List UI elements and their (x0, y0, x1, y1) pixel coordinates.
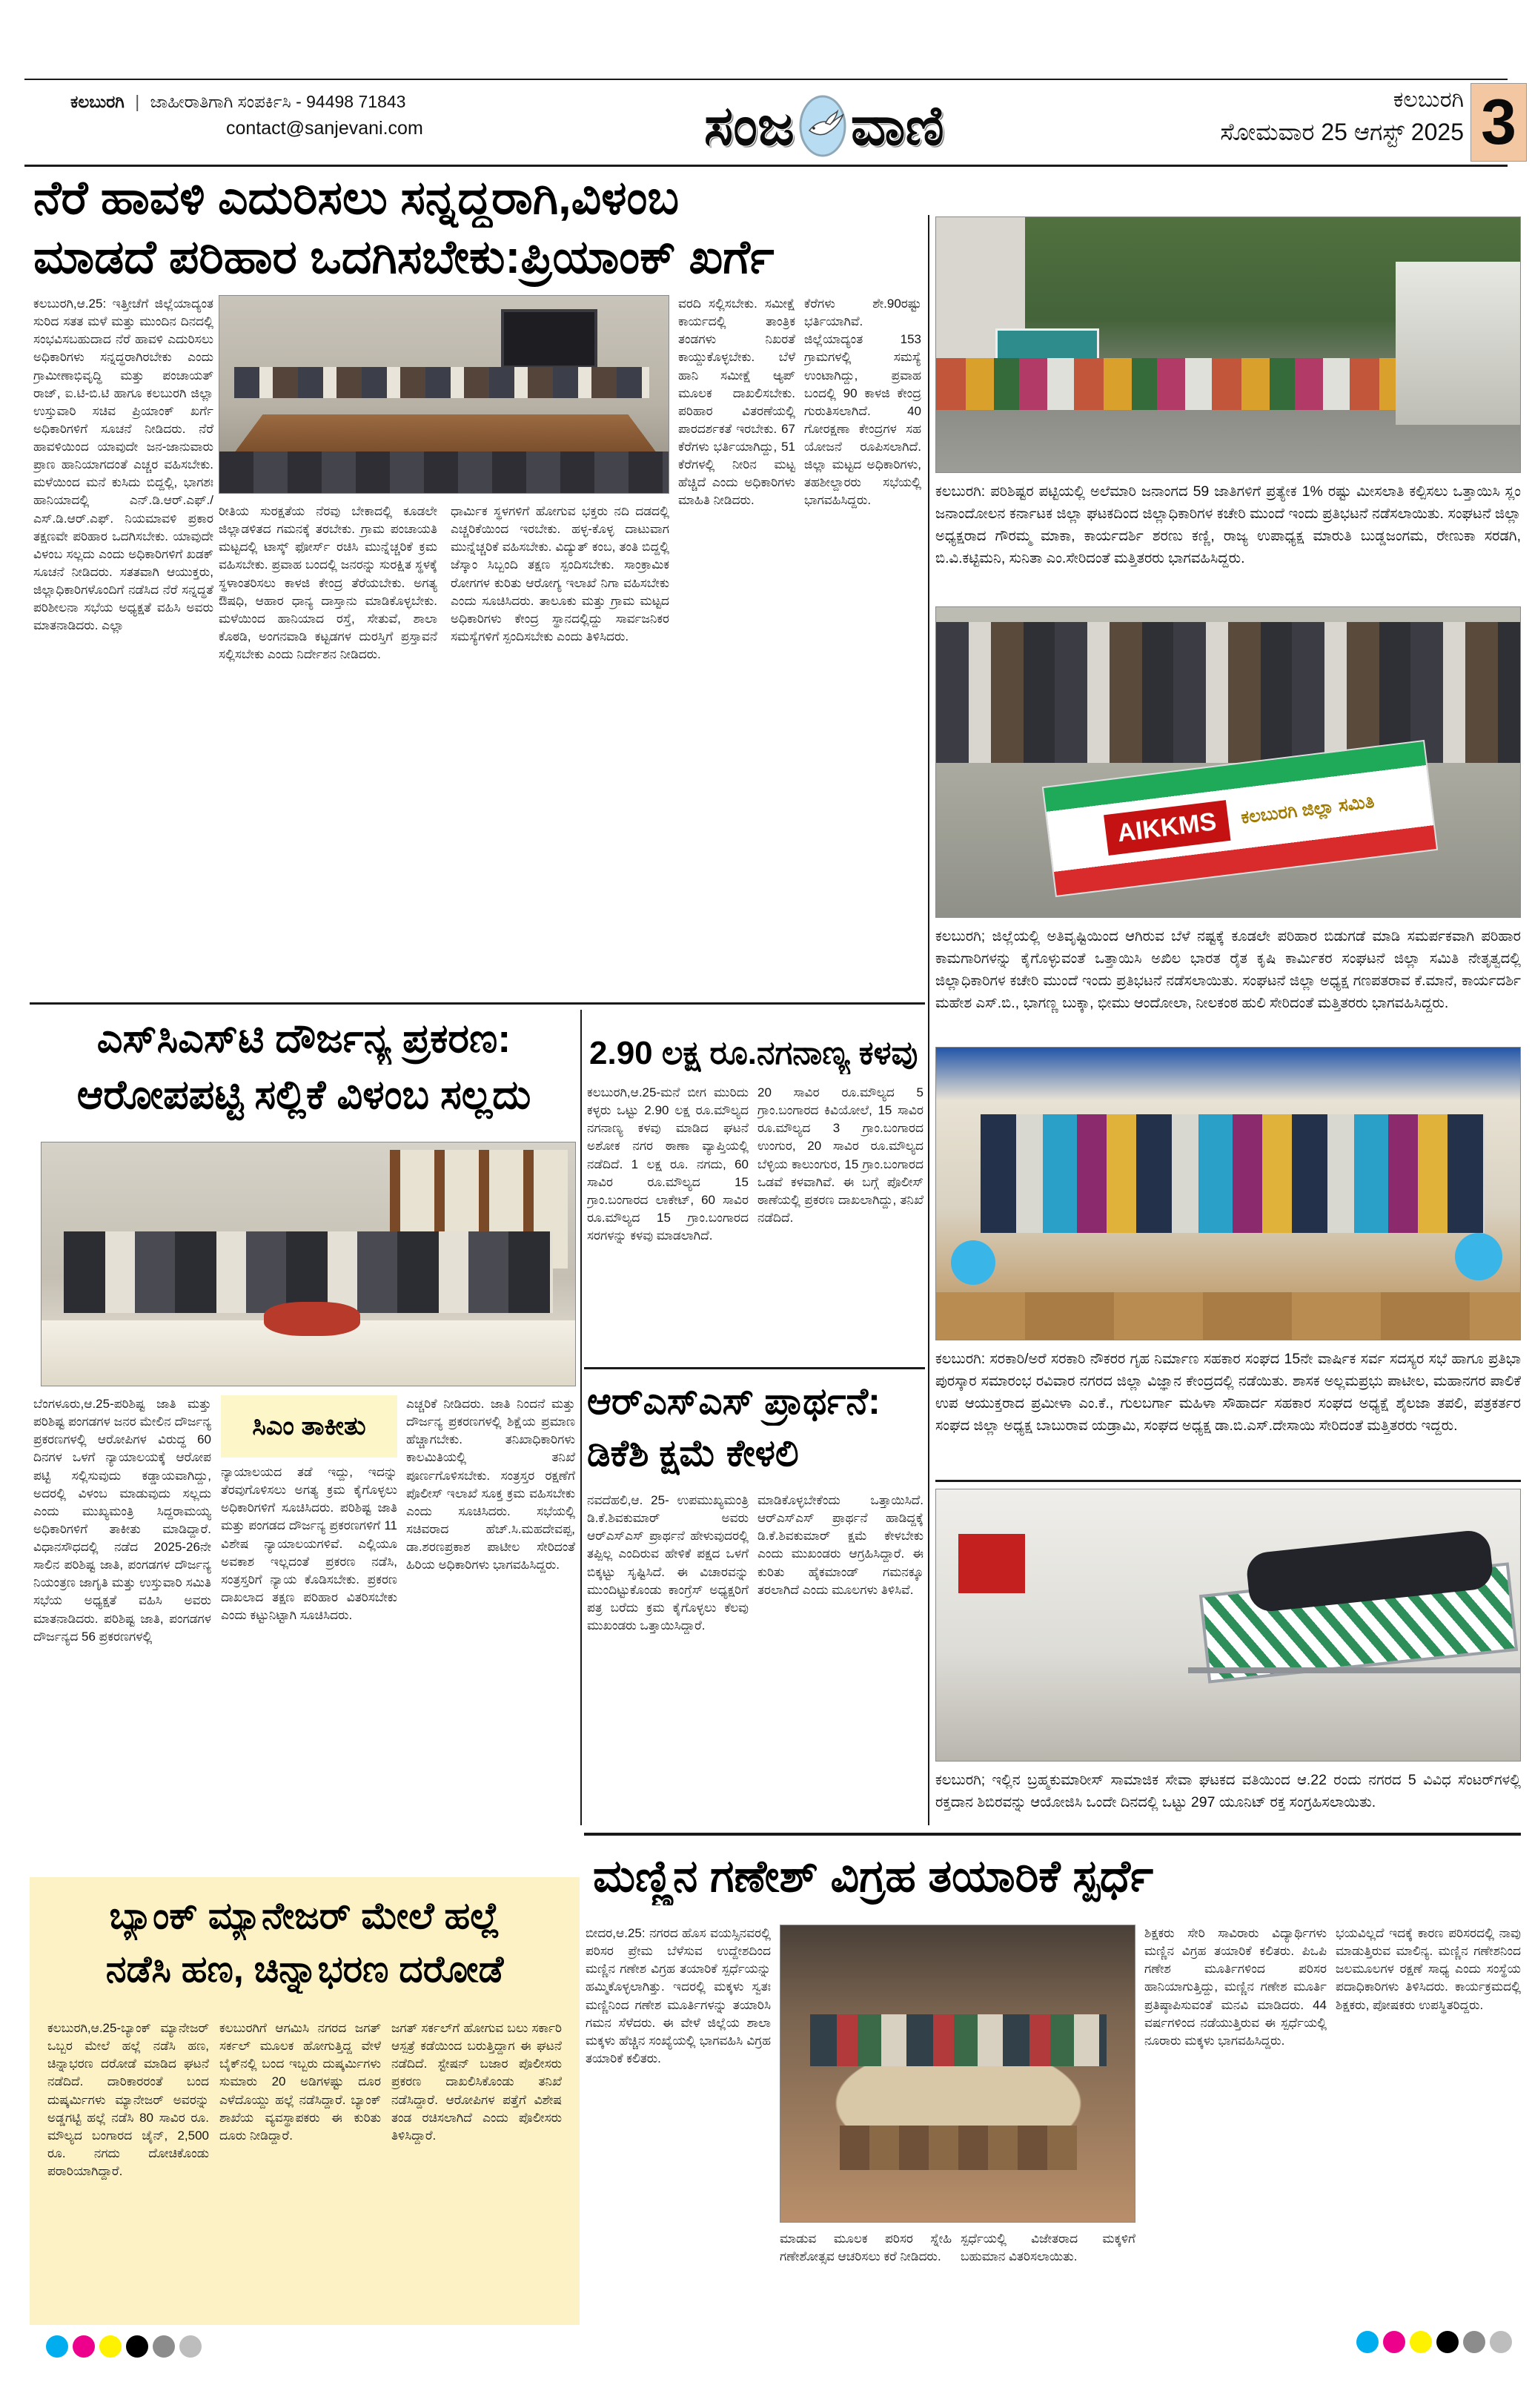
header-bottom-rule (24, 165, 1508, 167)
masthead-text-left: ಸಂಜ (704, 94, 795, 156)
photo-shape (264, 1302, 360, 1336)
ganesh-body-col-2: ಮಾಡುವ ಮೂಲಕ ಪರಿಸರ ಸ್ನೇಹಿ ಗಣೇಶೋತ್ಸವ ಆಚರಿಸಲು ಕರೆ ನೀಡಿದರು. (780, 2232, 952, 2264)
awards-photo (935, 1047, 1521, 1340)
black-dot (126, 2335, 148, 2358)
photo-shape (958, 1534, 1025, 1593)
right-column-rule (935, 1480, 1521, 1482)
photo-shape (981, 1114, 1485, 1233)
scst-headline-line1: ಎಸ್‌ಸಿಎಸ್‌ಟಿ ದೌರ್ಜನ್ಯ ಪ್ರಕರಣ: (96, 1016, 511, 1061)
photo-shape (936, 622, 1521, 763)
scst-body-col-2-text: ನ್ಯಾಯಾಲಯದ ತಡೆ ಇದ್ದು, ಇದನ್ನು ತೆರವುಗೊಳಿಸಲು ಅಗತ್ಯ ಕ್ರಮ ಕೈಗೊಳ್ಳಲು ಅಧಿಕಾರಿಗಳಿಗೆ ಸೂಚಿಸಿದರು. ಪರಿಶಿಷ್ಟ ಜಾತಿ ಮತ್ತು ಪಂಗಡದ ದೌರ್ಜನ್ಯ ಪ್ರಕರಣಗಳಿಗೆ 11 ವಿಶೇಷ ನ್ಯಾಯಾಲಯಗಳಿವೆ. ಎಲ್ಲಿಯೂ ಅವಕಾಶ ಇಲ್ಲದಂತೆ ಪ್ರಕರಣ ನಡೆಸಿ, ಸಂತ್ರಸ್ತರಿಗೆ ನ್ಯಾಯ ಕೊಡಿಸಬೇಕು. ಪ್ರಕರಣ ದಾಖಲಾದ ತಕ್ಷಣ ಪರಿಹಾರ ವಿತರಿಸಬೇಕು ಎಂದು ಕಟ್ಟುನಿಟ್ಟಾಗಿ ಸೂಚಿಸಿದರು. (221, 1465, 397, 1622)
photo-shape (233, 414, 658, 454)
header-edition-block (1038, 87, 1464, 147)
lead-body-col-4: ವರದಿ ಸಲ್ಲಿಸಬೇಕು. ಸಮೀಕ್ಷೆ ಕಾರ್ಯದಲ್ಲಿ ತಾಂತ್ರಿಕ ತಂಡಗಳು ನಿಖರತೆ ಕಾಯ್ದುಕೊಳ್ಳಬೇಕು. ಬೆಳೆ ಹಾನಿ ಸಮೀಕ್ಷೆ ಆ್ಯಪ್ ಮೂಲಕ ದಾಖಲಿಸಬೇಕು. ಪರಿಹಾರ ವಿತರಣೆಯಲ್ಲಿ ಪಾರದರ್ಶಕತೆ ಇರಬೇಕು. 67 ಕೆರೆಗಳು ಭರ್ತಿಯಾಗಿದ್ದು, 51 ಕೆರೆಗಳಲ್ಲಿ ನೀರಿನ ಮಟ್ಟ ಹೆಚ್ಚಿದೆ ಎಂದು ಅಧಿಕಾರಿಗಳು ಮಾಹಿತಿ ನೀಡಿದರು. (678, 297, 795, 508)
cyan-dot (46, 2335, 68, 2358)
aikkms-banner (1042, 740, 1438, 897)
edition-city: ಕಲಬುರಗಿ (1393, 87, 1464, 112)
aikkms-caption: ಕಲಬುರಗಿ; ಜಿಲ್ಲೆಯಲ್ಲಿ ಅತಿವೃಷ್ಟಿಯಿಂದ ಆಗಿರುವ ಬೆಳೆ ನಷ್ಟಕ್ಕೆ ಕೂಡಲೇ ಪರಿಹಾರ ಬಿಡುಗಡೆ ಮಾಡಿ ಸಮರ್ಪಕವಾಗಿ ಪರಿಹಾರ ಕಾಮಗಾರಿಗಳನ್ನು ಕೈಗೊಳ್ಳುವಂತೆ ಒತ್ತಾಯಿಸಿ ಅಖಿಲ ಭಾರತ ರೈತ ಕೃಷಿ ಕಾರ್ಮಿಕರ ಸಂಘಟನೆ ಜಿಲ್ಲಾ ಸಮಿತಿ ನೇತೃತ್ವದಲ್ಲಿ ಜಿಲ್ಲಾಧಿಕಾರಿಗಳ ಕಚೇರಿ ಮುಂದೆ ಇಂದು ಪ್ರತಿಭಟನೆ ನಡೆಸಲಾಯಿತು. ಸಂಘಟನೆ ಜಿಲ್ಲಾ ಅಧ್ಯಕ್ಷ ಗಣಪತರಾವ ಕೆ.ಮಾನೆ, ಕಾರ್ಯದರ್ಶಿ ಮಹೇಶ ಎಸ್.ಬಿ., ಭಾಗಣ್ಣ ಬುಕ್ಕಾ, ಭೀಮು ಆಂದೋಲಾ, ನೀಲಕಂಠ ಹುಲಿ ಸೇರಿದಂತೆ ಮತ್ತಿತರರು ಭಾಗವಹಿಸಿದ್ದರು. (935, 928, 1521, 1012)
cyan-dot (1356, 2331, 1379, 2353)
bank-body-col-2: ಕಲಬುರಗಿಗೆ ಆಗಮಿಸಿ ನಗರದ ಜಗತ್ ಸರ್ಕಲ್ ಮೂಲಕ ಹೋಗುತ್ತಿದ್ದ ವೇಳೆ ಬೈಕ್‌ನಲ್ಲಿ ಬಂದ ಇಬ್ಬರು ದುಷ್ಕರ್ಮಿಗಳು ಸುಮಾರು 20 ಅಡಿಗಳಷ್ಟು ದೂರ ಎಳೆದೊಯ್ದು ಹಲ್ಲೆ ನಡೆಸಿದ್ದಾರೆ. ಬ್ಯಾಂಕ್ ಶಾಖೆಯ ವ್ಯವಸ್ಥಾಪಕರು ಈ ಕುರಿತು ದೂರು ನೀಡಿದ್ದಾರೆ. (219, 2021, 381, 2143)
yellow-dot (1410, 2331, 1432, 2353)
lead-headline-line2: ಮಾಡದೆ ಪರಿಹಾರ ಒದಗಿಸಬೇಕು:ಪ್ರಿಯಾಂಕ್ ಖರ್ಗೆ (33, 231, 775, 283)
bank-headline-line2: ನಡೆಸಿ ಹಣ, ಚಿನ್ನಾಭರಣ ದರೋಡೆ (105, 1948, 504, 1990)
dove-icon (799, 95, 846, 157)
scst-subhead: ಸಿಎಂ ತಾಕೀತು (221, 1395, 397, 1458)
awards-caption: ಕಲಬುರಗಿ: ಸರಕಾರಿ/ಅರೆ ಸರಕಾರಿ ನೌಕರರ ಗೃಹ ನಿರ್ಮಾಣ ಸಹಕಾರ ಸಂಘದ 15ನೇ ವಾರ್ಷಿಕ ಸರ್ವ ಸದಸ್ಯರ ಸಭೆ ಹಾಗೂ ಪ್ರತಿಭಾ ಪುರಸ್ಕಾರ ಸಮಾರಂಭ ರವಿವಾರ ನಗರದ ಜಿಲ್ಲಾ ವಿಜ್ಞಾನ ಕೇಂದ್ರದಲ್ಲಿ ನಡೆಯಿತು. ಶಾಸಕ ಅಲ್ಲಮಪ್ರಭು ಪಾಟೀಲ, ಮಹಾನಗರ ಪಾಲಿಕೆ ಉಪ ಆಯುಕ್ತರಾದ ಪ್ರಮೀಳಾ ಎಂ.ಕೆ., ಗುಲಬರ್ಗಾ ಮಹಿಳಾ ಸೌಹಾರ್ದ ಸಹಕಾರ ಸಂಘದ ಅಧ್ಯಕ್ಷೆ ಶೈಲಜಾ ತಪಲಿ, ಪತ್ರಕರ್ತರ ಸಂಘದ ಜಿಲ್ಲಾ ಅಧ್ಯಕ್ಷ ಬಾಬುರಾವ ಯಡ್ರಾಮಿ, ಸಂಘದ ಅಧ್ಯಕ್ಷ ಡಾ.ಬಿ.ಎಸ್.ದೇಸಾಯಿ ಸೇರಿದಂತೆ ಮತ್ತಿತರರು ಇದ್ದರು. (935, 1351, 1521, 1435)
blood-donation-caption: ಕಲಬುರಗಿ; ಇಲ್ಲಿನ ಬ್ರಹ್ಮಕುಮಾರೀಸ್ ಸಾಮಾಜಿಕ ಸೇವಾ ಘಟಕದ ವತಿಯಿಂದ ಆ.22 ರಂದು ನಗರದ 5 ವಿವಿಧ ಸೆಂಟರ್‌ಗಳಲ್ಲಿ ರಕ್ತದಾನ ಶಿಬಿರವನ್ನು ಆಯೋಜಿಸಿ ಒಂದೇ ದಿನದಲ್ಲಿ ಒಟ್ಟು 297 ಯೂನಿಟ್ ರಕ್ತ ಸಂಗ್ರಹಿಸಲಾಯಿತು. (935, 1772, 1521, 1811)
theft-body-col-2: 20 ಸಾವಿರ ರೂ.ಮೌಲ್ಯದ 5 ಗ್ರಾಂ.ಬಂಗಾರದ ಕಿವಿಯೋಲೆ, 15 ಸಾವಿರ ರೂ.ಮೌಲ್ಯದ 3 ಗ್ರಾಂ.ಬಂಗಾರದ ಉಂಗುರ, 20 ಸಾವಿರ ರೂ.ಮೌಲ್ಯದ ಬೆಳ್ಳಿಯ ಕಾಲುಂಗುರ, 15 ಗ್ರಾಂ.ಬಂಗಾರದ ಒಡವೆ ಕಳವಾಗಿವೆ. ಈ ಬಗ್ಗೆ ಪೊಲೀಸ್ ಠಾಣೆಯಲ್ಲಿ ಪ್ರಕರಣ ದಾಖಲಾಗಿದ್ದು, ತನಿಖೆ ನಡೆದಿದೆ. (757, 1085, 923, 1225)
ganesh-workshop-photo (780, 1925, 1135, 2223)
lead-body-col-3: ಧಾರ್ಮಿಕ ಸ್ಥಳಗಳಿಗೆ ಹೋಗುವ ಭಕ್ತರು ನದಿ ದಡದಲ್ಲಿ ಎಚ್ಚರಿಕೆಯಿಂದ ಇರಬೇಕು. ಹಳ್ಳ-ಕೊಳ್ಳ ದಾಟುವಾಗ ಮುನ್ನೆಚ್ಚರಿಕೆ ವಹಿಸಬೇಕು. ವಿದ್ಯುತ್ ಕಂಬ, ತಂತಿ ಬಿದ್ದಲ್ಲಿ ಜೆಸ್ಕಾಂ ಸಿಬ್ಬಂದಿ ತಕ್ಷಣ ಸ್ಪಂದಿಸಬೇಕು. ಸಾಂಕ್ರಾಮಿಕ ರೋಗಗಳ ಕುರಿತು ಆರೋಗ್ಯ ಇಲಾಖೆ ನಿಗಾ ವಹಿಸಬೇಕು ಎಂದು ಸೂಚಿಸಿದರು. ತಾಲೂಕು ಮತ್ತು ಗ್ರಾಮ ಮಟ್ಟದ ಅಧಿಕಾರಿಗಳು ಕೇಂದ್ರ ಸ್ಥಾನದಲ್ಲಿದ್ದು ಸಾರ್ವಜನಿಕರ ಸಮಸ್ಯೆಗಳಿಗೆ ಸ್ಪಂದಿಸಬೇಕು ಎಂದು ತಿಳಿಸಿದರು. (451, 504, 669, 644)
ganesh-body-col-3: ಸ್ಪರ್ಧೆಯಲ್ಲಿ ವಿಜೇತರಾದ ಮಕ್ಕಳಿಗೆ ಬಹುಮಾನ ವಿತರಿಸಲಾಯಿತು. (961, 2232, 1135, 2264)
lead-body-col-5: ಕೆರೆಗಳು ಶೇ.90ರಷ್ಟು ಭರ್ತಿಯಾಗಿವೆ. ಜಿಲ್ಲೆಯಾದ್ಯಂತ 153 ಗ್ರಾಮಗಳಲ್ಲಿ ಸಮಸ್ಯೆ ಉಂಟಾಗಿದ್ದು, ಪ್ರವಾಹ ಬಂದಲ್ಲಿ 90 ಕಾಳಜಿ ಕೇಂದ್ರ ಗುರುತಿಸಲಾಗಿದೆ. 40 ಗೋರಕ್ಷಣಾ ಕೇಂದ್ರಗಳ ಸಹ ಯೋಜನೆ ರೂಪಿಸಲಾಗಿದೆ. ಜಿಲ್ಲಾ ಮಟ್ಟದ ಅಧಿಕಾರಿಗಳು, ತಹಶೀಲ್ದಾರರು ಸಭೆಯಲ್ಲಿ ಭಾಗವಹಿಸಿದ್ದರು. (804, 297, 921, 508)
light-gray-dot (1490, 2331, 1512, 2353)
scst-headline-line2: ಆರೋಪಪಟ್ಟಿ ಸಲ್ಲಿಕೆ ವಿಳಂಬ ಸಲ್ಲದು (76, 1073, 531, 1117)
edition-date: ಸೋಮವಾರ 25 ಆಗಸ್ಟ್ 2025 (1220, 119, 1464, 145)
gray-dot (1463, 2331, 1485, 2353)
photo-shape (64, 1231, 553, 1313)
aikkms-protest-photo (935, 606, 1521, 918)
middle-column-divider (580, 1010, 582, 1825)
rss-body-col-1: ನವದೆಹಲಿ,ಆ. 25- ಉಪಮುಖ್ಯಮಂತ್ರಿ ಡಿ.ಕೆ.ಶಿವಕುಮಾರ್ ಅವರು ಆರ್‌ಎಸ್‌ಎಸ್ ಪ್ರಾರ್ಥನೆ ಹೇಳುವುದರಲ್ಲಿ ತಪ್ಪಿಲ್ಲ ಎಂದಿರುವ ಹೇಳಿಕೆ ಪಕ್ಷದ ಒಳಗೆ ಬಿಕ್ಕಟ್ಟು ಸೃಷ್ಟಿಸಿದೆ. ಈ ವಿಚಾರವನ್ನು ಮುಂದಿಟ್ಟುಕೊಂಡು ಕಾಂಗ್ರೆಸ್ ಅಧ್ಯಕ್ಷರಿಗೆ ಪತ್ರ ಬರೆದು ಕ್ರಮ ಕೈಗೊಳ್ಳಲು ಕೆಲವು ಮುಖಂಡರು ಒತ್ತಾಯಿಸಿದ್ದಾರೆ. (587, 1493, 749, 1633)
ganesh-body-col-5: ಭಯವಿಲ್ಲದೆ ಇದಕ್ಕೆ ಕಾರಣ ಪರಿಸರದಲ್ಲಿ ನಾವು ಮಾಡುತ್ತಿರುವ ಮಾಲಿನ್ಯ. ಮಣ್ಣಿನ ಗಣೇಶನಿಂದ ಜಲಮೂಲಗಳ ರಕ್ಷಣೆ ಸಾಧ್ಯ ಎಂದು ಸಂಸ್ಥೆಯ ಪದಾಧಿಕಾರಿಗಳು ತಿಳಿಸಿದರು. ಕಾರ್ಯಕ್ರಮದಲ್ಲಿ ಶಿಕ್ಷಕರು, ಪೋಷಕರು ಉಪಸ್ಥಿತರಿದ್ದರು. (1336, 1926, 1521, 2012)
bank-headline-line1: ಬ್ಯಾಂಕ್ ಮ್ಯಾನೇಜರ್ ಮೇಲೆ ಹಲ್ಲೆ (109, 1895, 500, 1936)
ganesh-headline: ಮಣ್ಣಿನ ಗಣೇಶ್ ವಿಗ್ರಹ ತಯಾರಿಕೆ ಸ್ಪರ್ಧೆ (593, 1851, 1154, 1901)
ganesh-body-col-4: ಶಿಕ್ಷಕರು ಸೇರಿ ಸಾವಿರಾರು ವಿದ್ಯಾರ್ಥಿಗಳು ಮಣ್ಣಿನ ವಿಗ್ರಹ ತಯಾರಿಕೆ ಕಲಿತರು. ಪಿಒಪಿ ಗಣೇಶ ಮೂರ್ತಿಗಳಿಂದ ಪರಿಸರ ಹಾನಿಯಾಗುತ್ತಿದ್ದು, ಮಣ್ಣಿನ ಗಣೇಶ ಮೂರ್ತಿ ಪ್ರತಿಷ್ಠಾಪಿಸುವಂತೆ ಮನವಿ ಮಾಡಿದರು. 44 ವರ್ಷಗಳಿಂದ ನಡೆಯುತ್ತಿರುವ ಈ ಸ್ಪರ್ಧೆಯಲ್ಲಿ ನೂರಾರು ಮಕ್ಕಳು ಭಾಗವಹಿಸಿದ್ದರು. (1144, 1926, 1327, 2048)
header-separator: | (135, 92, 140, 111)
photo-shape (1396, 262, 1521, 425)
gray-dot (153, 2335, 175, 2358)
photo-shape (810, 2014, 1107, 2066)
photo-shape (840, 2126, 1077, 2170)
aikkms-banner-subtitle: ಕಲಬುರಗಿ ಜಿಲ್ಲಾ ಸಮಿತಿ (1239, 791, 1376, 828)
lead-meeting-photo (219, 295, 669, 494)
header-contact-block (70, 92, 485, 139)
masthead-text-right: ವಾಣಿ (850, 94, 944, 156)
photo-shape (951, 1240, 995, 1285)
magenta-dot (73, 2335, 95, 2358)
scst-meeting-photo (41, 1142, 576, 1386)
magenta-dot (1383, 2331, 1405, 2353)
ganesh-body-col-1: ಬೀದರ,ಆ.25: ನಗರದ ಹೊಸ ವಯಸ್ಸಿನವರಲ್ಲಿ ಪರಿಸರ ಪ್ರೇಮ ಬೆಳೆಸುವ ಉದ್ದೇಶದಿಂದ ಮಣ್ಣಿನ ಗಣೇಶ ವಿಗ್ರಹ ತಯಾರಿಕೆ ಸ್ಪರ್ಧೆಯನ್ನು ಹಮ್ಮಿಕೊಳ್ಳಲಾಗಿತ್ತು. ಇದರಲ್ಲಿ ಮಕ್ಕಳು ಸ್ವತಃ ಮಣ್ಣಿನಿಂದ ಗಣೇಶ ಮೂರ್ತಿಗಳನ್ನು ತಯಾರಿಸಿ ಗಮನ ಸೆಳೆದರು. ಈ ವೇಳೆ ಜಿಲ್ಲೆಯ ಶಾಲಾ ಮಕ್ಕಳು ಹೆಚ್ಚಿನ ಸಂಖ್ಯೆಯಲ್ಲಿ ಭಾಗವಹಿಸಿ ವಿಗ್ರಹ ತಯಾರಿಕೆ ಕಲಿತರು. (586, 1926, 771, 2065)
aikkms-banner-title: AIKKMS (1104, 800, 1231, 856)
slum-protest-caption: ಕಲಬುರಗಿ: ಪರಿಶಿಷ್ಟರ ಪಟ್ಟಿಯಲ್ಲಿ ಅಲೆಮಾರಿ ಜನಾಂಗದ 59 ಜಾತಿಗಳಿಗೆ ಪ್ರತ್ಯೇಕ 1% ರಷ್ಟು ಮೀಸಲಾತಿ ಕಲ್ಪಿಸಲು ಒತ್ತಾಯಿಸಿ ಸ್ಲಂ ಜನಾಂದೋಲನ ಕರ್ನಾಟಕ ಜಿಲ್ಲಾ ಘಟಕದಿಂದ ಜಿಲ್ಲಾಧಿಕಾರಿಗಳ ಕಚೇರಿ ಮುಂದೆ ಇಂದು ಪ್ರತಿಭಟನೆ ನಡೆಸಲಾಯಿತು. ಸಂಘಟನೆ ಜಿಲ್ಲಾ ಅಧ್ಯಕ್ಷರಾದ ಗೌರಮ್ಮ ಮಾಕಾ, ಕಾರ್ಯದರ್ಶಿ ಶರಣು ಕಣ್ಣಿ, ರಾಜ್ಯ ಉಪಾಧ್ಯಕ್ಷ ಮಾರುತಿ ಬುಡ್ಡಜಂಗಮ, ರೇಣುಕಾ ಸರಡಗಿ, ಬಿ.ವಿ.ಕಟ್ಟಿಮನಿ, ಸುನಿತಾ ಎಂ.ಸೇರಿದಂತೆ ಮತ್ತಿತರರು ಭಾಗವಹಿಸಿದ್ದರು. (935, 483, 1521, 567)
theft-headline: 2.90 ಲಕ್ಷ ರೂ.ನಗನಾಣ್ಯ ಕಳವು (589, 1035, 918, 1071)
scst-body-col-2 (221, 1395, 397, 1856)
light-gray-dot (179, 2335, 202, 2358)
header-city-label: ಕಲಬುರಗಿ (70, 92, 125, 111)
theft-body-col-1: ಕಲಬುರಗಿ,ಆ.25-ಮನೆ ಬೀಗ ಮುರಿದು ಕಳ್ಳರು ಒಟ್ಟು 2.90 ಲಕ್ಷ ರೂ.ಮೌಲ್ಯದ ನಗನಾಣ್ಯ ಕಳವು ಮಾಡಿದ ಘಟನೆ ಅಶೋಕ ನಗರ ಠಾಣಾ ವ್ಯಾಪ್ತಿಯಲ್ಲಿ ನಡೆದಿದೆ. 1 ಲಕ್ಷ ರೂ. ನಗದು, 60 ಸಾವಿರ ರೂ.ಮೌಲ್ಯದ 15 ಗ್ರಾಂ.ಬಂಗಾರದ ಲಾಕೇಟ್, 60 ಸಾವಿರ ರೂ.ಮೌಲ್ಯದ 15 ಗ್ರಾಂ.ಬಂಗಾರದ ಸರಗಳನ್ನು ಕಳವು ಮಾಡಲಾಗಿದೆ. (587, 1085, 749, 1243)
photo-shape (219, 452, 669, 494)
header-top-rule (24, 79, 1508, 80)
bank-body-col-3: ಜಗತ್ ಸರ್ಕಲ್‌ಗೆ ಹೋಗುವ ಬಲು ಸರ್ಕಾರಿ ಆಸ್ಪತ್ರೆ ಕಡೆಯಿಂದ ಬರುತ್ತಿದ್ದಾಗ ಈ ಘಟನೆ ನಡೆದಿದೆ. ಸ್ಟೇಷನ್ ಬಜಾರ ಪೊಲೀಸರು ಪ್ರಕರಣ ದಾಖಲಿಸಿಕೊಂಡು ತನಿಖೆ ನಡೆಸಿದ್ದಾರೆ. ಆರೋಪಿಗಳ ಪತ್ತೆಗೆ ವಿಶೇಷ ತಂಡ ರಚಿಸಲಾಗಿದೆ ಎಂದು ಪೊಲೀಸರು ತಿಳಿಸಿದ್ದಾರೆ. (391, 2021, 562, 2143)
section-rule-thick (584, 1833, 1521, 1836)
photo-shape (234, 367, 649, 398)
scst-body-col-3: ಎಚ್ಚರಿಕೆ ನೀಡಿದರು. ಜಾತಿ ನಿಂದನೆ ಮತ್ತು ದೌರ್ಜನ್ಯ ಪ್ರಕರಣಗಳಲ್ಲಿ ಶಿಕ್ಷೆಯ ಪ್ರಮಾಣ ಹೆಚ್ಚಾಗಬೇಕು. ತನಿಖಾಧಿಕಾರಿಗಳು ಕಾಲಮಿತಿಯಲ್ಲಿ ತನಿಖೆ ಪೂರ್ಣಗೊಳಿಸಬೇಕು. ಸಂತ್ರಸ್ತರ ರಕ್ಷಣೆಗೆ ಪೊಲೀಸ್ ಇಲಾಖೆ ಸೂಕ್ತ ಕ್ರಮ ವಹಿಸಬೇಕು ಎಂದು ಸೂಚಿಸಿದರು. ಸಭೆಯಲ್ಲಿ ಸಚಿವರಾದ ಹೆಚ್.ಸಿ.ಮಹದೇವಪ್ಪ, ಡಾ.ಶರಣಪ್ರಕಾಶ ಪಾಟೀಲ ಸೇರಿದಂತೆ ಹಿರಿಯ ಅಧಿಕಾರಿಗಳು ಭಾಗವಹಿಸಿದ್ದರು. (406, 1397, 575, 1572)
header-ad-contact: ಜಾಹೀರಾತಿಗಾಗಿ ಸಂಪರ್ಕಿಸಿ - 94498 71843 (150, 92, 406, 111)
right-column-divider (928, 215, 929, 1825)
section-rule (30, 1002, 925, 1005)
section-rule (584, 1367, 925, 1369)
slum-protest-photo (935, 216, 1521, 473)
header-email: contact@sanjevani.com (226, 118, 423, 139)
black-dot (1436, 2331, 1459, 2353)
rss-headline-line1: ಆರ್‌ಎಸ್‌ಎಸ್ ಪ್ರಾರ್ಥನೆ: (587, 1380, 881, 1422)
rss-body-col-2: ಮಾಡಿಕೊಳ್ಳಬೇಕೆಂದು ಒತ್ತಾಯಿಸಿದೆ. ಆರ್‌ಎಸ್‌ಎಸ್ ಪ್ರಾರ್ಥನೆ ಹಾಡಿದ್ದಕ್ಕೆ ಡಿ.ಕೆ.ಶಿವಕುಮಾರ್ ಕ್ಷಮೆ ಕೇಳಬೇಕು ಎಂದು ಮುಖಂಡರು ಆಗ್ರಹಿಸಿದ್ದಾರೆ. ಈ ಕುರಿತು ಹೈಕಮಾಂಡ್ ಗಮನಕ್ಕೂ ತರಲಾಗಿದೆ ಎಂದು ಮೂಲಗಳು ತಿಳಿಸಿವೆ. (757, 1493, 923, 1597)
page-number-box (1470, 83, 1527, 162)
photo-shape (936, 1292, 1521, 1340)
lead-body-col-2: ರೀತಿಯ ಸುರಕ್ಷತೆಯ ನೆರವು ಬೇಕಾದಲ್ಲಿ ಕೂಡಲೇ ಜಿಲ್ಲಾಡಳಿತದ ಗಮನಕ್ಕೆ ತರಬೇಕು. ಗ್ರಾಮ ಪಂಚಾಯತಿ ಮಟ್ಟದಲ್ಲಿ ಟಾಸ್ಕ್ ಫೋರ್ಸ್ ರಚಿಸಿ ಮುನ್ನೆಚ್ಚರಿಕೆ ಕ್ರಮ ವಹಿಸಬೇಕು. ಪ್ರವಾಹ ಬಂದಲ್ಲಿ ಜನರನ್ನು ಸುರಕ್ಷಿತ ಸ್ಥಳಕ್ಕೆ ಸ್ಥಳಾಂತರಿಸಲು ಕಾಳಜಿ ಕೇಂದ್ರ ತೆರೆಯಬೇಕು. ಅಗತ್ಯ ಔಷಧಿ, ಆಹಾರ ಧಾನ್ಯ ದಾಸ್ತಾನು ಮಾಡಿಕೊಳ್ಳಬೇಕು. ಮಳೆಯಿಂದ ಹಾನಿಯಾದ ರಸ್ತೆ, ಸೇತುವೆ, ಶಾಲಾ ಕೊಠಡಿ, ಅಂಗನವಾಡಿ ಕಟ್ಟಡಗಳ ದುರಸ್ತಿಗೆ ಪ್ರಸ್ತಾವನೆ ಸಲ್ಲಿಸಬೇಕು ಎಂದು ನಿರ್ದೇಶನ ನೀಡಿದರು. (219, 504, 437, 661)
photo-shape (1188, 1667, 1521, 1673)
photo-shape (1455, 1233, 1502, 1280)
rss-headline-line2: ಡಿಕೆಶಿ ಕ್ಷಮೆ ಕೇಳಲಿ (587, 1432, 799, 1474)
scst-body-col-1: ಬೆಂಗಳೂರು,ಆ.25-ಪರಿಶಿಷ್ಟ ಜಾತಿ ಮತ್ತು ಪರಿಶಿಷ್ಟ ಪಂಗಡಗಳ ಜನರ ಮೇಲಿನ ದೌರ್ಜನ್ಯ ಪ್ರಕರಣಗಳಲ್ಲಿ ಆರೋಪಿಗಳ ವಿರುದ್ಧ 60 ದಿನಗಳ ಒಳಗೆ ನ್ಯಾಯಾಲಯಕ್ಕೆ ಆರೋಪ ಪಟ್ಟಿ ಸಲ್ಲಿಸುವುದು ಕಡ್ಡಾಯವಾಗಿದ್ದು, ಅದರಲ್ಲಿ ವಿಳಂಬ ಮಾಡುವುದು ಸಲ್ಲದು ಎಂದು ಮುಖ್ಯಮಂತ್ರಿ ಸಿದ್ದರಾಮಯ್ಯ ಅಧಿಕಾರಿಗಳಿಗೆ ತಾಕೀತು ಮಾಡಿದ್ದಾರೆ. ವಿಧಾನಸೌಧದಲ್ಲಿ ನಡೆದ 2025-26ನೇ ಸಾಲಿನ ಪರಿಶಿಷ್ಟ ಜಾತಿ, ಪಂಗಡಗಳ ದೌರ್ಜನ್ಯ ನಿಯಂತ್ರಣ ಜಾಗೃತಿ ಮತ್ತು ಉಸ್ತುವಾರಿ ಸಮಿತಿ ಸಭೆಯ ಅಧ್ಯಕ್ಷತೆ ವಹಿಸಿ ಅವರು ಮಾತನಾಡಿದರು. ಪರಿಶಿಷ್ಟ ಜಾತಿ, ಪಂಗಡಗಳ ದೌರ್ಜನ್ಯದ 56 ಪ್ರಕರಣಗಳಲ್ಲಿ (33, 1397, 211, 1644)
masthead (704, 89, 944, 163)
yellow-dot (99, 2335, 122, 2358)
photo-shape (501, 309, 597, 368)
lead-headline-line1: ನೆರೆ ಹಾವಳಿ ಎದುರಿಸಲು ಸನ್ನದ್ಧರಾಗಿ,ವಿಳಂಬ (33, 172, 680, 224)
blood-donation-photo (935, 1489, 1521, 1762)
lead-body-col-1: ಕಲಬುರಗಿ,ಆ.25: ಇತ್ತೀಚೆಗೆ ಜಿಲ್ಲೆಯಾದ್ಯಂತ ಸುರಿದ ಸತತ ಮಳೆ ಮತ್ತು ಮುಂದಿನ ದಿನದಲ್ಲಿ ಸಂಭವಿಸಬಹುದಾದ ನೆರೆ ಹಾವಳಿ ಎದುರಿಸಲು ಅಧಿಕಾರಿಗಳು ಸನ್ನದ್ಧರಾಗಿರಬೇಕು ಎಂದು ಗ್ರಾಮೀಣಾಭಿವೃದ್ಧಿ ಮತ್ತು ಪಂಚಾಯತ್ ರಾಜ್, ಐ.ಟಿ-ಬಿ.ಟಿ ಹಾಗೂ ಕಲಬುರಗಿ ಜಿಲ್ಲಾ ಉಸ್ತುವಾರಿ ಸಚಿವ ಪ್ರಿಯಾಂಕ್ ಖರ್ಗೆ ಅಧಿಕಾರಿಗಳಿಗೆ ಸೂಚನೆ ನೀಡಿದರು. ನೆರೆ ಹಾವಳಿಯಿಂದ ಯಾವುದೇ ಜನ-ಜಾನುವಾರು ಪ್ರಾಣ ಹಾನಿಯಾಗದಂತೆ ಎಚ್ಚರ ವಹಿಸಬೇಕು. ಮಳೆಯಿಂದ ಮನೆ ಕುಸಿದು ಬಿದ್ದಲ್ಲಿ, ಭಾಗಶಃ ಹಾನಿಯಾದಲ್ಲಿ ಎನ್.ಡಿ.ಆರ್.ಎಫ್./ಎಸ್.ಡಿ.ಆರ್.ಎಫ್. ನಿಯಮಾವಳಿ ಪ್ರಕಾರ ತಕ್ಷಣವೇ ಪರಿಹಾರ ಒದಗಿಸಬೇಕು. ಯಾವುದೇ ವಿಳಂಬ ಸಲ್ಲದು ಎಂದು ಅಧಿಕಾರಿಗಳಿಗೆ ಖಡಕ್ ಸೂಚನೆ ನೀಡಿದರು. ಸತತವಾಗಿ ಆಯುಕ್ತರು, ಜಿಲ್ಲಾಧಿಕಾರಿಗಳೊಂದಿಗೆ ನಡೆಸಿದ ನೆರೆ ಸನ್ನದ್ಧತೆ ಪರಿಶೀಲನಾ ಸಭೆಯ ಅಧ್ಯಕ್ಷತೆ ವಹಿಸಿ ಅವರು ಮಾತನಾಡಿದರು. ಎಲ್ಲಾ (33, 297, 213, 633)
bank-body-col-1: ಕಲಬುರಗಿ,ಆ.25-ಬ್ಯಾಂಕ್ ಮ್ಯಾನೇಜರ್ ಒಬ್ಬರ ಮೇಲೆ ಹಲ್ಲೆ ನಡೆಸಿ ಹಣ, ಚಿನ್ನಾಭರಣ ದರೋಡೆ ಮಾಡಿದ ಘಟನೆ ನಡೆದಿದೆ. ದಾರಿಕಾರರಂತೆ ಬಂದ ದುಷ್ಕರ್ಮಿಗಳು ಮ್ಯಾನೇಜರ್ ಅವರನ್ನು ಅಡ್ಡಗಟ್ಟಿ ಹಲ್ಲೆ ನಡೆಸಿ 80 ಸಾವಿರ ರೂ. ಮೌಲ್ಯದ ಬಂಗಾರದ ಚೈನ್, 2,500 ರೂ. ನಗದು ದೋಚಿಕೊಂಡು ಪರಾರಿಯಾಗಿದ್ದಾರೆ. (47, 2021, 209, 2178)
page-number: 3 (1481, 86, 1516, 158)
bank-article-panel (30, 1877, 580, 2325)
